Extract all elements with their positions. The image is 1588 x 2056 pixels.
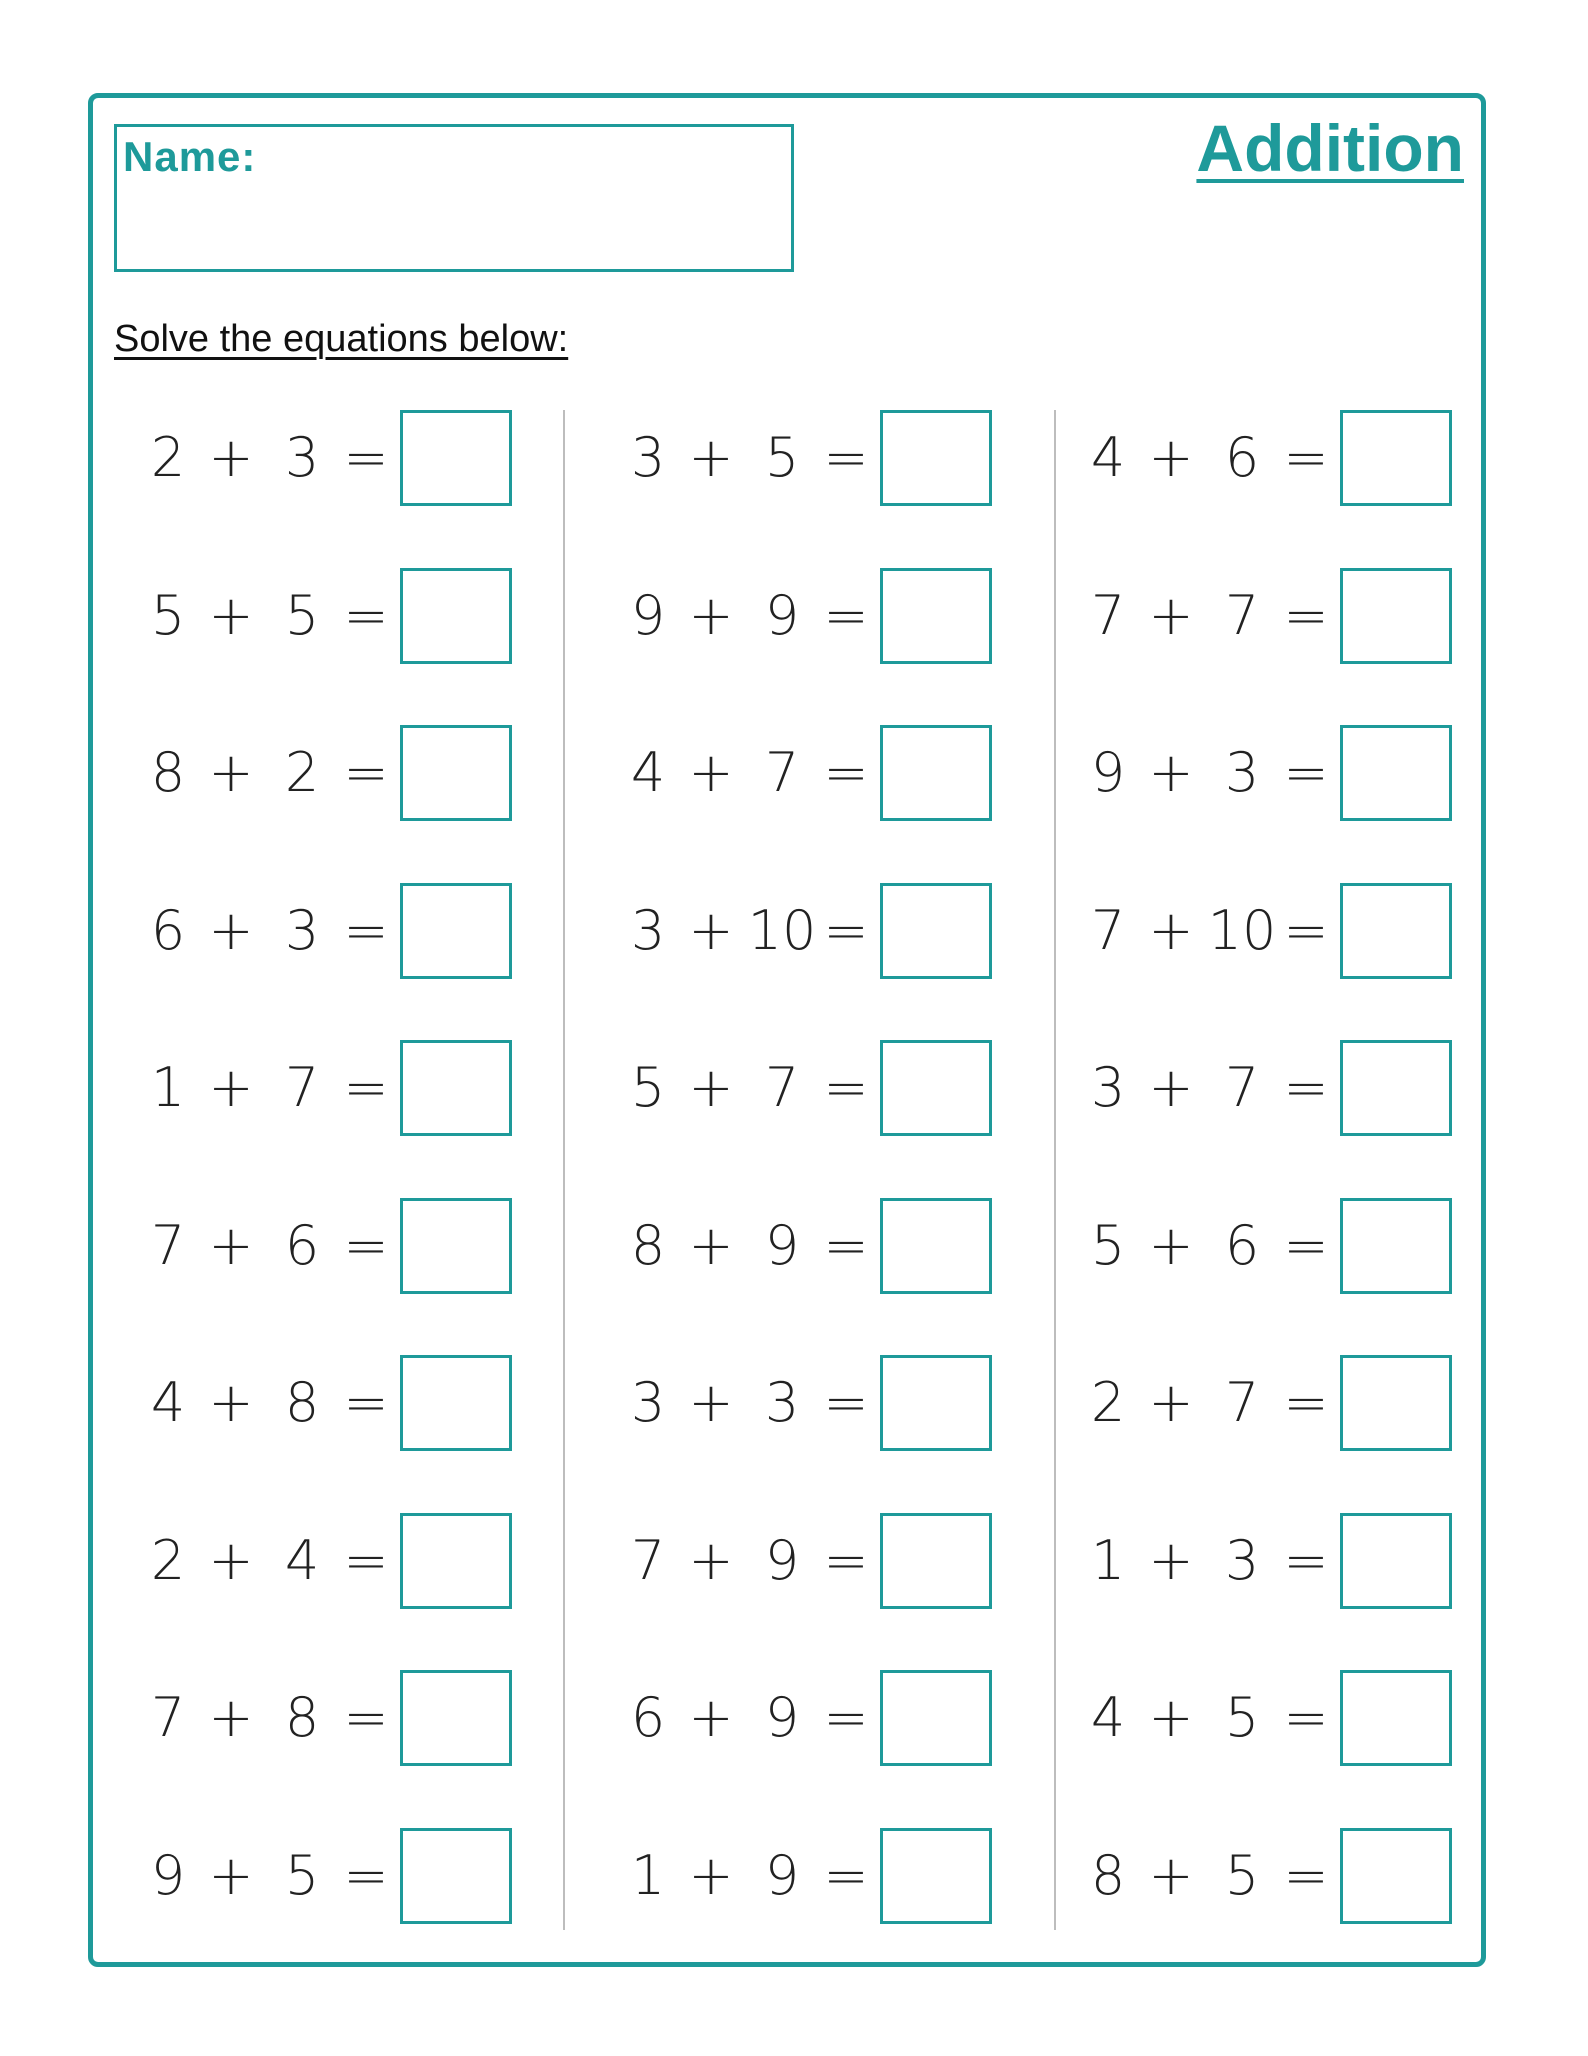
answer-box[interactable]: [1340, 1670, 1452, 1766]
addend-b: 8: [284, 1371, 320, 1434]
addend-b: 9: [764, 583, 800, 647]
equals-sign: =: [343, 583, 389, 647]
answer-box[interactable]: [1340, 410, 1452, 506]
equation-column-1: [118, 410, 518, 1930]
equals-sign: =: [823, 1371, 869, 1434]
addend-b: 3: [764, 1371, 800, 1434]
plus-sign: +: [1148, 583, 1194, 647]
equation-row: [1058, 1355, 1458, 1451]
addend-a: 9: [630, 583, 666, 647]
addend-b: 7: [1224, 1056, 1260, 1119]
addend-b: 9: [764, 1528, 800, 1592]
column-divider: [563, 410, 565, 1930]
name-label: Name:: [123, 133, 257, 180]
plus-sign: +: [208, 898, 254, 962]
addend-b: 7: [764, 741, 800, 804]
answer-box[interactable]: [1340, 1040, 1452, 1136]
addend-b: 7: [284, 1056, 320, 1119]
addend-a: 7: [630, 1528, 666, 1592]
equals-sign: =: [343, 1213, 389, 1277]
equation-row: [118, 1670, 518, 1766]
answer-box[interactable]: [400, 1198, 512, 1294]
answer-box[interactable]: [1340, 725, 1452, 821]
plus-sign: +: [688, 426, 734, 489]
addend-a: 1: [1090, 1528, 1126, 1592]
equation-row: [1058, 568, 1458, 664]
plus-sign: +: [688, 1528, 734, 1592]
equals-sign: =: [1283, 741, 1329, 804]
plus-sign: +: [1148, 898, 1194, 962]
plus-sign: +: [688, 583, 734, 647]
addend-b: 7: [1224, 583, 1260, 647]
addend-a: 3: [630, 1371, 666, 1434]
answer-box[interactable]: [880, 883, 992, 979]
equation-row: [118, 1355, 518, 1451]
answer-box[interactable]: [880, 1670, 992, 1766]
plus-sign: +: [1148, 1213, 1194, 1277]
equals-sign: =: [823, 1686, 869, 1749]
equation-row: [598, 883, 998, 979]
plus-sign: +: [208, 1371, 254, 1434]
plus-sign: +: [208, 741, 254, 804]
addend-a: 8: [150, 741, 186, 804]
page-title: Addition: [1196, 111, 1464, 185]
equals-sign: =: [1283, 583, 1329, 647]
addend-a: 6: [630, 1686, 666, 1749]
equation-row: [598, 1513, 998, 1609]
equation-row: [118, 1040, 518, 1136]
equation-row: [598, 568, 998, 664]
addend-a: 3: [630, 426, 666, 489]
equals-sign: =: [1283, 898, 1329, 962]
equals-sign: =: [1283, 1528, 1329, 1592]
equation-row: [118, 1198, 518, 1294]
answer-box[interactable]: [880, 1198, 992, 1294]
answer-box[interactable]: [880, 410, 992, 506]
equation-row: [1058, 1040, 1458, 1136]
plus-sign: +: [688, 741, 734, 804]
plus-sign: +: [208, 426, 254, 489]
equation-row: [1058, 1828, 1458, 1924]
plus-sign: +: [1148, 1371, 1194, 1434]
plus-sign: +: [208, 1686, 254, 1749]
addend-b: 3: [1224, 741, 1260, 804]
plus-sign: +: [1148, 1528, 1194, 1592]
equation-row: [118, 725, 518, 821]
equals-sign: =: [1283, 426, 1329, 489]
answer-box[interactable]: [1340, 568, 1452, 664]
addend-a: 5: [630, 1056, 666, 1119]
addend-b: 7: [1224, 1371, 1260, 1434]
addend-b: 5: [284, 583, 320, 647]
plus-sign: +: [208, 1843, 254, 1907]
addend-a: 1: [150, 1056, 186, 1119]
plus-sign: +: [1148, 426, 1194, 489]
answer-box[interactable]: [1340, 1513, 1452, 1609]
column-divider: [1054, 410, 1056, 1930]
addend-a: 7: [1090, 898, 1126, 962]
answer-box[interactable]: [400, 1670, 512, 1766]
addend-b: 2: [284, 741, 320, 804]
addend-b: 5: [284, 1843, 320, 1907]
answer-box[interactable]: [880, 1513, 992, 1609]
addend-b: 3: [284, 898, 320, 962]
equation-column-2: [598, 410, 998, 1930]
answer-box[interactable]: [1340, 1198, 1452, 1294]
answer-box[interactable]: [400, 1355, 512, 1451]
equation-row: [118, 883, 518, 979]
addend-a: 8: [630, 1213, 666, 1277]
plus-sign: +: [208, 1528, 254, 1592]
answer-box[interactable]: [1340, 883, 1452, 979]
answer-box[interactable]: [1340, 1355, 1452, 1451]
answer-box[interactable]: [400, 883, 512, 979]
equation-row: [1058, 883, 1458, 979]
equation-row: [118, 1828, 518, 1924]
addend-a: 9: [1090, 741, 1126, 804]
equals-sign: =: [343, 1371, 389, 1434]
plus-sign: +: [1148, 1686, 1194, 1749]
addend-b: 5: [1224, 1843, 1260, 1907]
equation-row: [1058, 725, 1458, 821]
plus-sign: +: [208, 583, 254, 647]
equals-sign: =: [823, 1213, 869, 1277]
plus-sign: +: [208, 1213, 254, 1277]
plus-sign: +: [688, 1056, 734, 1119]
equation-column-3: [1058, 410, 1458, 1930]
equation-row: [118, 410, 518, 506]
addend-b: 8: [284, 1686, 320, 1749]
addend-b: 6: [1224, 426, 1260, 489]
equals-sign: =: [1283, 1371, 1329, 1434]
equation-row: [118, 568, 518, 664]
addend-a: 6: [150, 898, 186, 962]
equals-sign: =: [343, 1843, 389, 1907]
addend-a: 7: [150, 1213, 186, 1277]
equals-sign: =: [343, 741, 389, 804]
instructions-text: Solve the equations below:: [114, 318, 569, 360]
equation-row: [118, 1513, 518, 1609]
addend-a: 3: [630, 898, 666, 962]
equation-row: [598, 1355, 998, 1451]
addend-b: 5: [764, 426, 800, 489]
answer-box[interactable]: [880, 725, 992, 821]
equals-sign: =: [343, 898, 389, 962]
addend-a: 3: [1090, 1056, 1126, 1119]
addend-a: 2: [1090, 1371, 1126, 1434]
addend-b: 9: [764, 1213, 800, 1277]
equals-sign: =: [343, 1686, 389, 1749]
equals-sign: =: [1283, 1213, 1329, 1277]
equation-row: [1058, 1670, 1458, 1766]
addend-b: 5: [1224, 1686, 1260, 1749]
equation-row: [598, 1040, 998, 1136]
equation-row: [598, 1828, 998, 1924]
equals-sign: =: [343, 1528, 389, 1592]
equation-row: [598, 1198, 998, 1294]
equals-sign: =: [1283, 1843, 1329, 1907]
equals-sign: =: [343, 426, 389, 489]
equals-sign: =: [823, 1528, 869, 1592]
plus-sign: +: [688, 1686, 734, 1749]
equals-sign: =: [823, 1056, 869, 1119]
addend-a: 1: [630, 1843, 666, 1907]
equals-sign: =: [823, 741, 869, 804]
addend-b: 7: [764, 1056, 800, 1119]
addend-a: 4: [1090, 1686, 1126, 1749]
addend-b: 9: [764, 1843, 800, 1907]
plus-sign: +: [1148, 741, 1194, 804]
answer-box[interactable]: [1340, 1828, 1452, 1924]
plus-sign: +: [1148, 1056, 1194, 1119]
addend-a: 2: [150, 426, 186, 489]
addend-a: 5: [1090, 1213, 1126, 1277]
answer-box[interactable]: [400, 410, 512, 506]
addend-a: 7: [1090, 583, 1126, 647]
addend-a: 2: [150, 1528, 186, 1592]
equals-sign: =: [1283, 1056, 1329, 1119]
addend-a: 8: [1090, 1843, 1126, 1907]
answer-box[interactable]: [880, 1355, 992, 1451]
addend-a: 7: [150, 1686, 186, 1749]
equation-row: [1058, 1198, 1458, 1294]
addend-a: 4: [630, 741, 666, 804]
equals-sign: =: [823, 426, 869, 489]
equation-row: [598, 410, 998, 506]
equals-sign: =: [1283, 1686, 1329, 1749]
answer-box[interactable]: [400, 568, 512, 664]
answer-box[interactable]: [880, 1828, 992, 1924]
addend-a: 4: [1090, 426, 1126, 489]
equals-sign: =: [343, 1056, 389, 1119]
equation-row: [598, 1670, 998, 1766]
plus-sign: +: [688, 1213, 734, 1277]
addend-a: 5: [150, 583, 186, 647]
addend-b: 10: [747, 898, 817, 962]
plus-sign: +: [688, 898, 734, 962]
answer-box[interactable]: [880, 568, 992, 664]
equals-sign: =: [823, 1843, 869, 1907]
answer-box[interactable]: [400, 1828, 512, 1924]
equation-row: [1058, 1513, 1458, 1609]
equation-row: [1058, 410, 1458, 506]
addend-b: 10: [1207, 898, 1277, 962]
addend-b: 3: [1224, 1528, 1260, 1592]
addend-b: 6: [1224, 1213, 1260, 1277]
plus-sign: +: [688, 1371, 734, 1434]
answer-box[interactable]: [400, 725, 512, 821]
plus-sign: +: [208, 1056, 254, 1119]
addend-a: 4: [150, 1371, 186, 1434]
equals-sign: =: [823, 898, 869, 962]
addend-b: 4: [284, 1528, 320, 1592]
addend-b: 9: [764, 1686, 800, 1749]
name-field[interactable]: [114, 124, 794, 272]
plus-sign: +: [688, 1843, 734, 1907]
answer-box[interactable]: [880, 1040, 992, 1136]
addend-a: 9: [150, 1843, 186, 1907]
answer-box[interactable]: [400, 1513, 512, 1609]
answer-box[interactable]: [400, 1040, 512, 1136]
addend-b: 6: [284, 1213, 320, 1277]
equation-row: [598, 725, 998, 821]
addend-b: 3: [284, 426, 320, 489]
equals-sign: =: [823, 583, 869, 647]
plus-sign: +: [1148, 1843, 1194, 1907]
